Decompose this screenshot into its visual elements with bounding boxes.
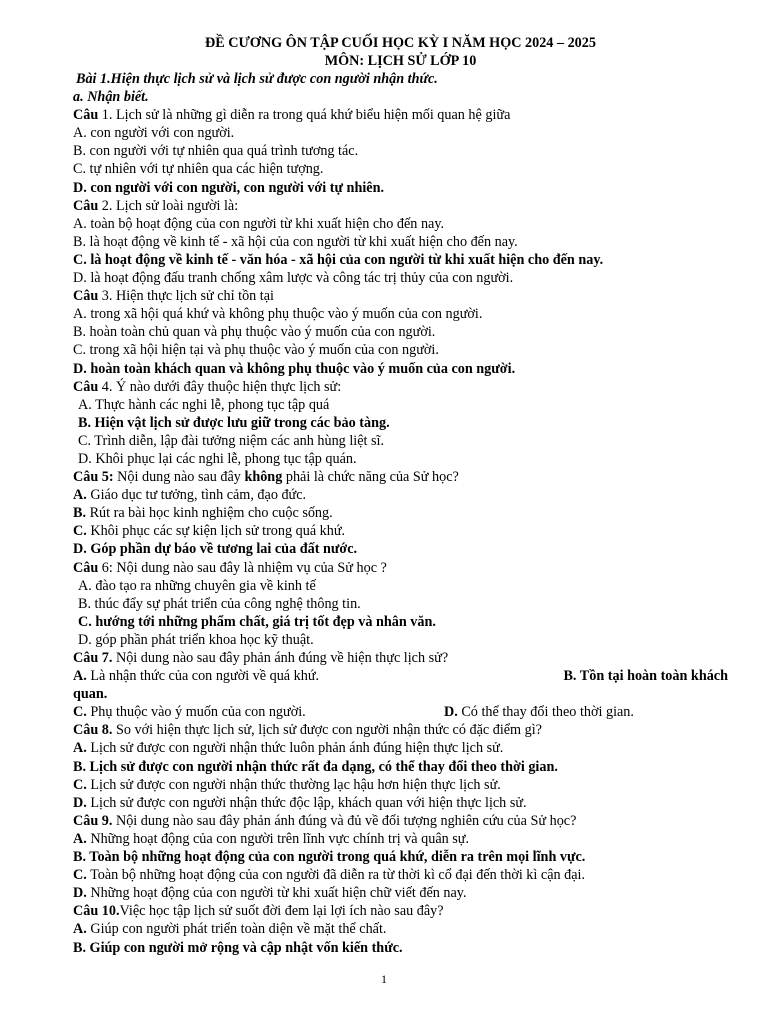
q7-option-b-answer: B. Tồn tại hoàn toàn khách xyxy=(563,668,728,685)
q3-option-b: B. hoàn toàn chủ quan và phụ thuộc vào ý muốn của con người. xyxy=(73,324,436,341)
q2-option-a: A. toàn bộ hoạt động của con người từ khi xuất hiện cho đến nay. xyxy=(73,215,445,232)
q2-option-d: D. là hoạt động đấu tranh chống xâm lược và công tác trị thủy của con người. xyxy=(73,270,514,287)
q8-option-b-answer: B. Lịch sử được con người nhận thức rất đa dạng, có thể thay đổi theo thời gian. xyxy=(73,758,558,775)
q1-option-b: B. con người với tự nhiên qua quá trình tương tác. xyxy=(73,143,359,160)
q5-option-a: A. Giáo dục tư tưởng, tình cảm, đạo đức. xyxy=(73,487,307,504)
q6-option-a: A. đào tạo ra những chuyên gia về kinh tế xyxy=(78,577,316,594)
question-4: Câu 4. Ý nào dưới đây thuộc hiện thực lịch sử: xyxy=(73,378,342,395)
question-3: Câu 3. Hiện thực lịch sử chỉ tồn tại xyxy=(73,288,274,305)
question-6: Câu 6: Nội dung nào sau đây là nhiệm vụ của Sử học ? xyxy=(73,559,387,576)
question-5: Câu 5: Nội dung nào sau đây không phải là chức năng của Sử học? xyxy=(73,469,459,486)
level-heading: a. Nhận biết. xyxy=(73,89,149,106)
document-subtitle: MÔN: LỊCH SỬ LỚP 10 xyxy=(324,53,477,69)
q8-option-c: C. Lịch sử được con người nhận thức thường lạc hậu hơn hiện thực lịch sử. xyxy=(73,776,501,793)
document-page xyxy=(73,34,728,957)
question-10: Câu 10.Việc học tập lịch sử suốt đời đem lại lợi ích nào sau đây? xyxy=(73,903,444,920)
q9-option-a: A. Những hoạt động của con người trên lĩnh vực chính trị và quân sự. xyxy=(73,830,470,847)
q3-option-d-answer: D. hoàn toàn khách quan và không phụ thuộc vào ý muốn của con người. xyxy=(73,360,516,377)
q5-option-b: B. Rút ra bài học kinh nghiệm cho cuộc sống. xyxy=(73,505,333,522)
q3-option-c: C. trong xã hội hiện tại và phụ thuộc vào ý muốn của con người. xyxy=(73,342,439,359)
question-9: Câu 9. Nội dung nào sau đây phản ánh đúng và đủ về đối tượng nghiên cứu của Sử học? xyxy=(73,812,577,829)
q1-option-a: A. con người với con người. xyxy=(73,125,235,142)
q3-option-a: A. trong xã hội quá khứ và không phụ thuộc vào ý muốn của con người. xyxy=(73,306,483,323)
question-2: Câu 2. Lịch sử loài người là: xyxy=(73,197,239,214)
q6-option-b: B. thúc đẩy sự phát triển của công nghệ thông tin. xyxy=(78,595,361,612)
q9-option-c: C. Toàn bộ những hoạt động của con người đã diễn ra từ thời kì cổ đại đến thời kì cận đại. xyxy=(73,867,586,884)
question-8: Câu 8. So với hiện thực lịch sử, lịch sử được con người nhận thức có đặc điểm gì? xyxy=(73,722,542,739)
q4-option-d: D. Khôi phục lại các nghi lễ, phong tục tập quán. xyxy=(78,450,357,467)
q7-options-row-1 xyxy=(73,667,728,685)
lesson-heading: Bài 1.Hiện thực lịch sử và lịch sử được con người nhận thức. xyxy=(76,71,438,87)
question-7: Câu 7. Nội dung nào sau đây phản ánh đúng về hiện thực lịch sử? xyxy=(73,650,449,666)
q2-option-c-answer: C. là hoạt động về kinh tế - văn hóa - xã hội của con người từ khi xuất hiện cho đến nay. xyxy=(73,251,604,268)
q4-option-a: A. Thực hành các nghi lễ, phong tục tập quá xyxy=(78,396,330,413)
q2-option-b: B. là hoạt động về kinh tế - xã hội của con người từ khi xuất hiện cho đến nay. xyxy=(73,233,518,250)
q8-option-d: D. Lịch sử được con người nhận thức độc lập, khách quan với hiện thực lịch sử. xyxy=(73,794,527,811)
q6-option-d: D. góp phần phát triển khoa học kỹ thuật. xyxy=(78,631,314,648)
q4-option-b-answer: B. Hiện vật lịch sử được lưu giữ trong các bảo tàng. xyxy=(78,414,390,431)
q7-option-a: A. Là nhận thức của con người về quá khứ. xyxy=(73,668,320,685)
question-1: Câu 1. Lịch sử là những gì diễn ra trong quá khứ biểu hiện mối quan hệ giữa xyxy=(73,107,511,124)
q7-options-row-2 xyxy=(73,703,728,721)
q6-option-c-answer: C. hướng tới những phẩm chất, giá trị tốt đẹp và nhân văn. xyxy=(78,613,436,630)
q5-option-c: C. Khôi phục các sự kiện lịch sử trong quá khứ. xyxy=(73,523,346,540)
document-title: ĐỀ CƯƠNG ÔN TẬP CUỐI HỌC KỲ I NĂM HỌC 2024 – 2025 xyxy=(205,35,596,51)
q10-option-b-answer: B. Giúp con người mở rộng và cập nhật vốn kiến thức. xyxy=(73,939,403,956)
q8-option-a: A. Lịch sử được con người nhận thức luôn phản ánh đúng hiện thực lịch sử. xyxy=(73,740,504,757)
q9-option-b-answer: B. Toàn bộ những hoạt động của con người trong quá khứ, diễn ra trên mọi lĩnh vực. xyxy=(73,849,586,866)
page-number: 1 xyxy=(381,972,387,986)
q7-option-d: D. Có thể thay đổi theo thời gian. xyxy=(444,704,634,721)
q1-option-d-answer: D. con người với con người, con người với tự nhiên. xyxy=(73,179,385,196)
q1-option-c: C. tự nhiên với tự nhiên qua các hiện tượng. xyxy=(73,161,324,178)
q4-option-c: C. Trình diễn, lập đài tưởng niệm các anh hùng liệt sĩ. xyxy=(78,432,385,449)
q10-option-a: A. Giúp con người phát triển toàn diện về mặt thể chất. xyxy=(73,921,387,938)
q9-option-d: D. Những hoạt động của con người từ khi xuất hiện chữ viết đến nay. xyxy=(73,885,467,902)
q7-option-c: C. Phụ thuộc vào ý muốn của con người. xyxy=(73,704,306,721)
q7-option-b-continued: quan. xyxy=(73,686,108,703)
q5-option-d-answer: D. Góp phần dự báo về tương lai của đất nước. xyxy=(73,541,358,558)
